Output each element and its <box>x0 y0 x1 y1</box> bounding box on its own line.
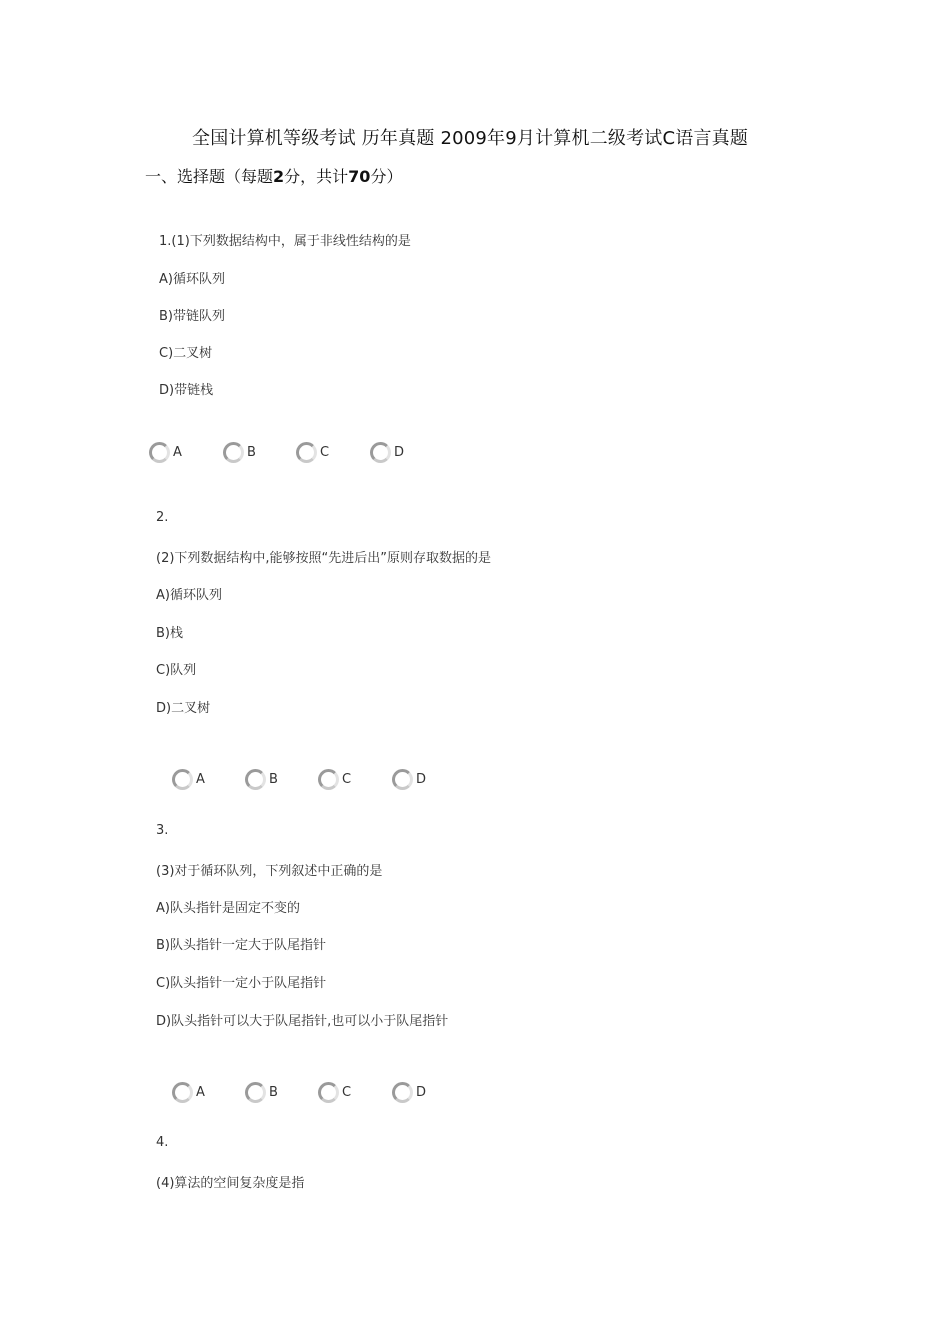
section-mid: 分，共计 <box>284 167 349 186</box>
radio-circle-icon <box>245 1082 266 1103</box>
answer-radio-d[interactable] <box>392 1077 426 1107</box>
question-3-option-a: A)队头指针是固定不变的 <box>156 901 300 916</box>
choice-label: D <box>416 771 427 787</box>
choice-label: A <box>196 1084 205 1100</box>
section-heading <box>145 164 402 187</box>
question-2-stem: (2)下列数据结构中,能够按照“先进后出”原则存取数据的是 <box>156 551 492 566</box>
question-1-option-b: B)带链队列 <box>159 309 225 324</box>
radio-circle-icon <box>245 769 266 790</box>
answer-radio-a[interactable] <box>172 764 205 794</box>
choice-label: A <box>173 444 182 460</box>
total-points: 70 <box>348 167 371 186</box>
radio-circle-icon <box>172 1082 193 1103</box>
choice-label: C <box>342 771 352 787</box>
answer-radio-b[interactable] <box>245 764 278 794</box>
question-1-option-a: A)循环队列 <box>159 272 225 287</box>
radio-circle-icon <box>318 769 339 790</box>
question-1-option-d: D)带链栈 <box>159 383 214 398</box>
radio-circle-icon <box>172 769 193 790</box>
question-2-option-c: C)队列 <box>156 663 197 678</box>
question-2-option-a: A)循环队列 <box>156 588 222 603</box>
question-3-option-b: B)队头指针一定大于队尾指针 <box>156 938 326 953</box>
question-3-number: 3. <box>156 823 169 838</box>
choice-label: A <box>196 771 205 787</box>
radio-circle-icon <box>318 1082 339 1103</box>
question-2-number: 2. <box>156 510 169 525</box>
answer-radio-a[interactable] <box>172 1077 205 1107</box>
question-4-stem: (4)算法的空间复杂度是指 <box>156 1176 305 1191</box>
radio-circle-icon <box>392 769 413 790</box>
question-2-option-d: D)二叉树 <box>156 701 211 716</box>
choice-label: C <box>342 1084 352 1100</box>
question-3-option-d: D)队头指针可以大于队尾指针,也可以小于队尾指针 <box>156 1014 449 1029</box>
radio-circle-icon <box>370 442 391 463</box>
section-suffix: 分） <box>370 167 403 186</box>
question-3-option-c: C)队头指针一定小于队尾指针 <box>156 976 327 991</box>
choice-label: B <box>269 1084 278 1100</box>
choice-label: D <box>394 444 405 460</box>
answer-radio-c[interactable] <box>296 437 329 467</box>
question-4-number: 4. <box>156 1135 169 1150</box>
choice-label: B <box>269 771 278 787</box>
points-per-question: 2 <box>273 167 285 186</box>
radio-circle-icon <box>296 442 317 463</box>
answer-radio-b[interactable] <box>223 437 256 467</box>
choice-label: B <box>247 444 256 460</box>
section-prefix: 一、选择题（每题 <box>145 167 274 186</box>
answer-radio-c[interactable] <box>318 764 351 794</box>
question-1-stem: 1.(1)下列数据结构中，属于非线性结构的是 <box>159 234 411 249</box>
question-2-option-b: B)栈 <box>156 626 183 641</box>
choice-label: D <box>416 1084 427 1100</box>
answer-radio-a[interactable] <box>149 437 182 467</box>
radio-circle-icon <box>149 442 170 463</box>
question-1-option-c: C)二叉树 <box>159 346 213 361</box>
answer-radio-b[interactable] <box>245 1077 278 1107</box>
document-title: 全国计算机等级考试 历年真题 2009年9月计算机二级考试C语言真题 <box>192 128 749 149</box>
choice-label: C <box>320 444 330 460</box>
radio-circle-icon <box>392 1082 413 1103</box>
question-3-stem: (3)对于循环队列，下列叙述中正确的是 <box>156 864 383 879</box>
answer-radio-d[interactable] <box>392 764 426 794</box>
answer-radio-c[interactable] <box>318 1077 351 1107</box>
radio-circle-icon <box>223 442 244 463</box>
answer-radio-d[interactable] <box>370 437 404 467</box>
